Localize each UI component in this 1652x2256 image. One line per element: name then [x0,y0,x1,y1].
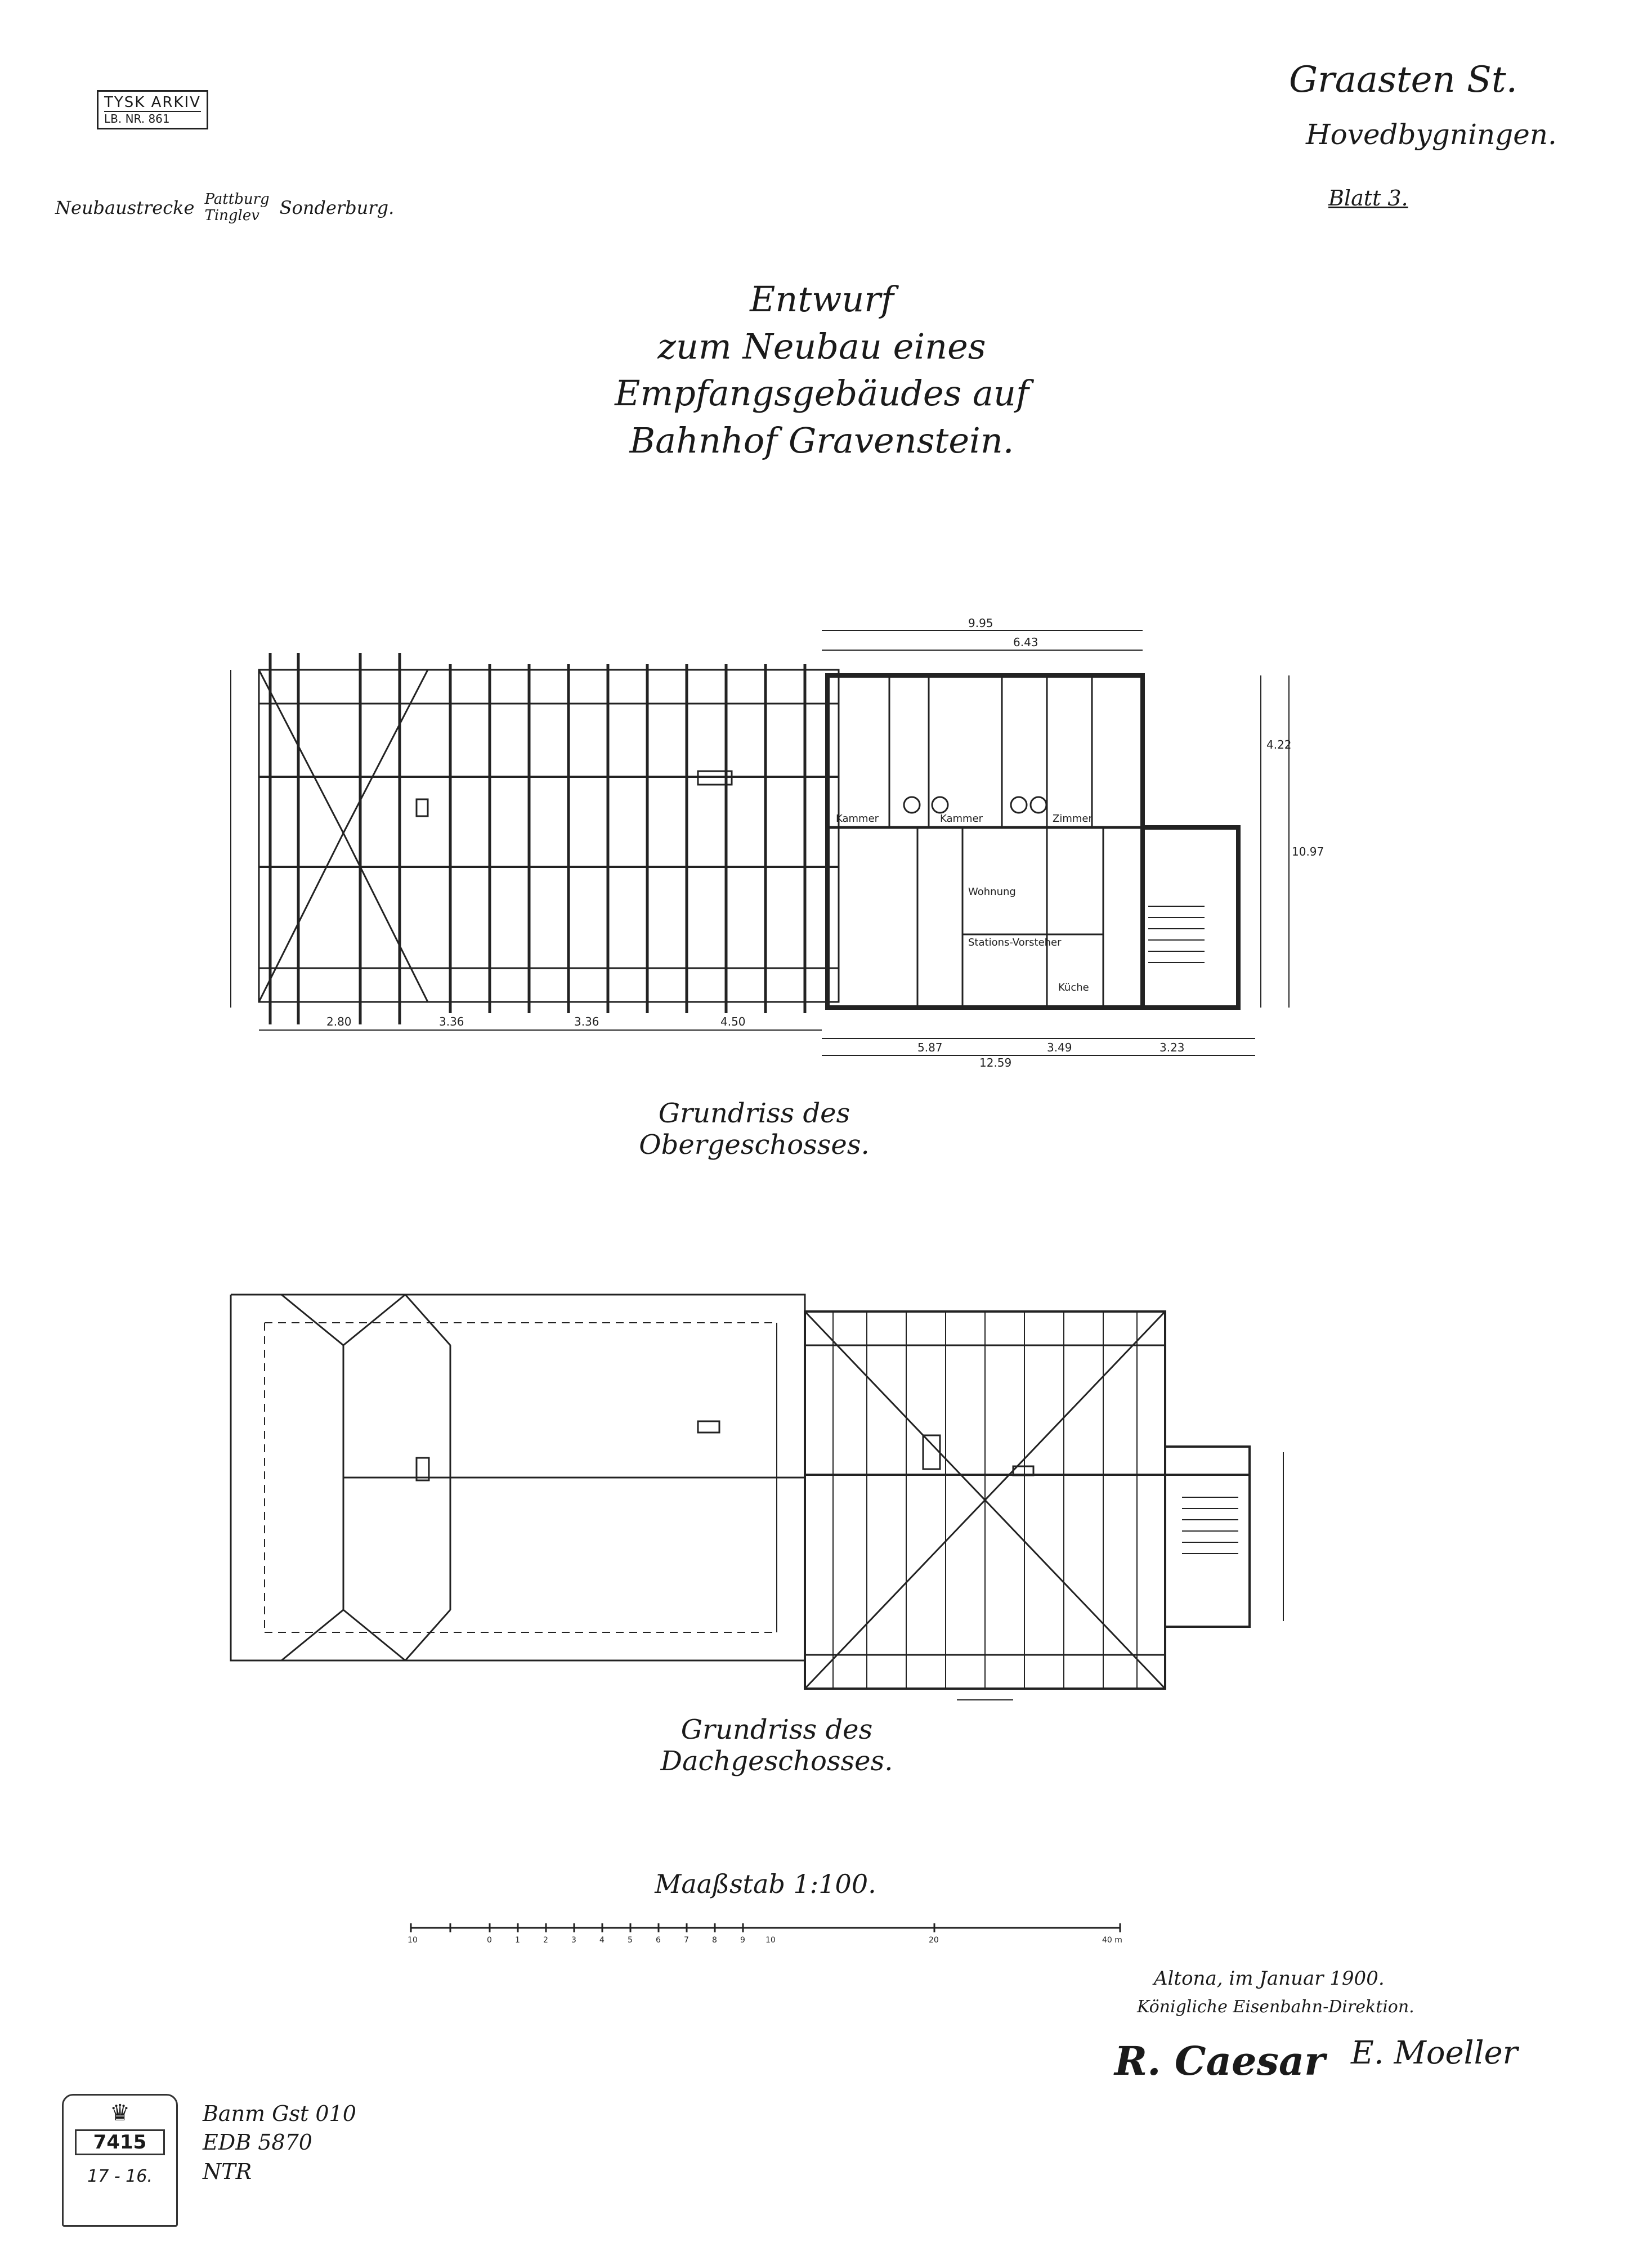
room-label-1: Kammer [836,813,879,825]
location-note-subtitle: Hovedbygningen. [1306,118,1557,151]
dim-span-4: 4.50 [720,1015,746,1028]
dim-top-right: 6.43 [1013,635,1038,649]
bottom-stamp [62,2094,178,2227]
scale-tick-9: 9 [740,1936,745,1945]
railway-line-note [55,191,394,223]
scale-tick-7: 7 [684,1936,689,1945]
room-label-3: Zimmer [1053,813,1093,825]
scale-tick-3: 3 [571,1936,576,1945]
archive-stamp [97,90,208,129]
roof-plan [214,1272,1328,1717]
dim-span-2: 3.36 [439,1015,464,1028]
room-label-2: Kammer [940,813,983,825]
scale-tick-8: 8 [712,1936,717,1945]
dim-bottom-c: 3.23 [1159,1041,1185,1054]
title-line-1: Entwurf [750,279,894,320]
archive-stamp-number: LB. NR. 861 [104,112,170,126]
dim-span-1: 2.80 [326,1015,352,1028]
scale-bar [405,1917,1126,1950]
dim-right-2: 10.97 [1292,845,1324,858]
scale-tick-10: 10 [765,1936,776,1945]
bottom-note-line2: EDB 5870 [203,2130,312,2155]
dim-bottom-a: 5.87 [917,1041,943,1054]
dim-right-1: 4.22 [1266,738,1292,751]
dim-span-3: 3.36 [574,1015,599,1028]
room-label-4: Wohnung [968,886,1016,898]
dim-bottom-total: 12.59 [979,1056,1012,1069]
bottom-note-line1: Banm Gst 010 [203,2101,356,2126]
scale-mid: 20 [929,1936,939,1945]
title-line-2: zum Neubau eines Empfangsgebäudes auf [615,325,1029,414]
dim-bottom-b: 3.49 [1047,1041,1072,1054]
signature-1: R. Caesar [1114,2038,1326,2084]
bottom-note [203,2100,356,2186]
upper-plan-caption: Grundriss des Obergeschosses. [639,1098,870,1161]
bottom-note-line3: NTR [203,2159,252,2184]
scale-tick-0: 0 [487,1936,492,1945]
scale-tick-5: 5 [628,1936,633,1945]
scale-tick-6: 6 [656,1936,661,1945]
railway-line-to: Sonderburg. [279,196,395,218]
bottom-stamp-sub: 17 - 16. [87,2167,153,2186]
upper-floor-plan [214,616,1324,1069]
roof-plan-caption: Grundriss des Dachgeschosses. [660,1714,893,1777]
signature-2: E. Moeller [1351,2035,1518,2071]
scale-start: 10 [408,1936,418,1945]
railway-line-via-2: Tinglev [204,207,259,224]
archive-stamp-title: TYSK ARKIV [104,94,201,111]
scale-tick-2: 2 [543,1936,548,1945]
room-label-6: Küche [1058,982,1089,993]
dim-top-total: 9.95 [968,616,993,630]
drawing-title [484,276,1159,464]
signature-place-date: Altona, im Januar 1900. [1154,1967,1385,1990]
sheet-label: Blatt 3. [1328,186,1408,211]
scale-label: Maaßstab 1:100. [655,1869,876,1899]
scale-tick-4: 4 [599,1936,605,1945]
railway-line-from: Neubaustrecke [55,196,195,218]
title-line-3: Bahnhof Gravenstein. [629,420,1014,462]
location-note-title: Graasten St. [1289,59,1517,101]
signature-authority: Königliche Eisenbahn-Direktion. [1137,1997,1414,2017]
scale-end: 40 m [1102,1936,1122,1945]
railway-line-via-1: Pattburg [204,191,270,208]
scale-tick-1: 1 [515,1936,520,1945]
room-label-5: Stations-Vorsteher [968,937,1062,948]
crown-icon: ♛ [110,2100,130,2126]
bottom-stamp-number: 7415 [75,2129,165,2155]
